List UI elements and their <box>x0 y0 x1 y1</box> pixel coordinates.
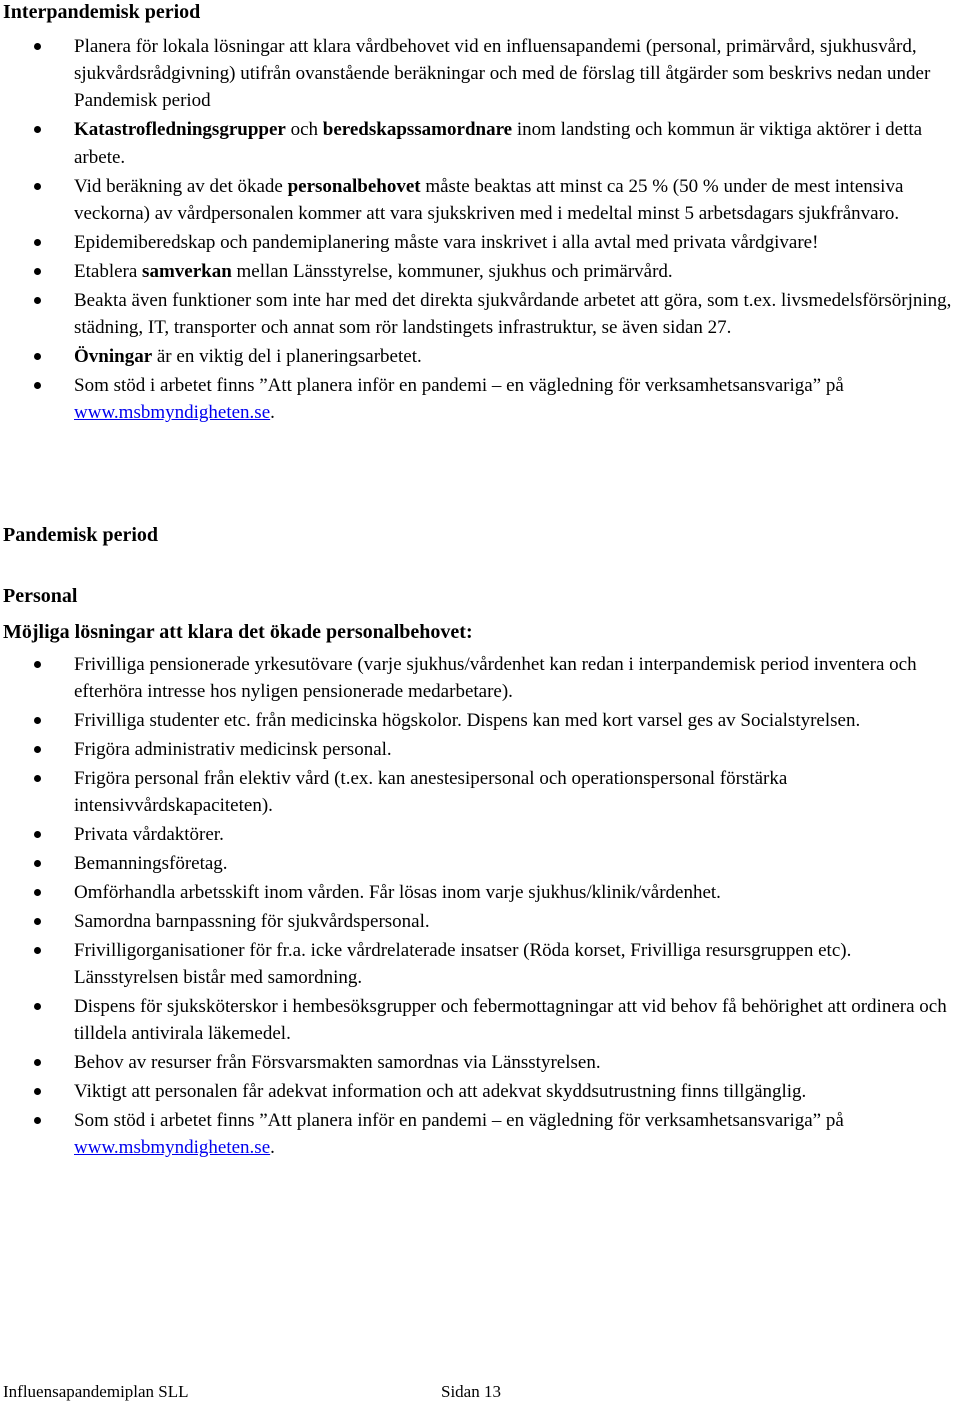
list-item <box>0 908 960 935</box>
bullet-icon <box>34 775 41 782</box>
item-text: mellan Länsstyrelse, kommuner, sjukhus och primärvård. <box>231 260 673 282</box>
msb-link[interactable]: www.msbmyndigheten.se <box>74 402 271 424</box>
subheading-personal: Personal <box>3 585 78 607</box>
list-item <box>0 173 960 227</box>
footer-document-title: Influensapandemiplan SLL <box>3 1382 189 1401</box>
list-item <box>0 736 960 763</box>
list-item <box>0 1078 960 1105</box>
list-item <box>0 1107 960 1161</box>
bullet-icon <box>34 353 41 360</box>
list-item <box>0 879 960 906</box>
item-text: Vid beräkning av det ökade <box>74 175 288 197</box>
item-bold-text: Katastrofledningsgrupper <box>74 119 286 141</box>
bullet-icon <box>34 918 41 925</box>
footer-page-number: Sidan 13 <box>441 1382 501 1401</box>
list-item <box>0 765 960 819</box>
list-item <box>0 372 960 426</box>
bullet-icon <box>34 183 41 190</box>
bullet-icon <box>34 831 41 838</box>
list-item <box>0 707 960 734</box>
item-text: Dispens för sjuksköterskor i hembesöksgrupper och febermottagningar att vid behov få behörighet att ordinera och tilldela antivirala läkemedel. <box>74 995 947 1044</box>
item-text: Etablera <box>74 260 143 282</box>
list-item <box>0 258 960 285</box>
bullet-icon <box>34 1088 41 1095</box>
list-item <box>0 937 960 991</box>
bullet-icon <box>34 661 41 668</box>
item-text: Frivilliga pensionerade yrkesutövare (varje sjukhus/vårdenhet kan redan i interpandemisk period inventera och efterhöra intresse hos nyligen pensionerade medarbetare). <box>74 654 917 703</box>
list-item <box>0 651 960 705</box>
item-text: Frivilliga studenter etc. från medicinska högskolor. Dispens kan med kort varsel ges av Socialstyrelsen. <box>74 710 861 732</box>
item-text: Privata vårdaktörer. <box>74 823 224 845</box>
item-text: Som stöd i arbetet finns ”Att planera inför en pandemi – en vägledning för verksamhetsansvariga” på <box>74 375 844 397</box>
list-item <box>0 229 960 256</box>
item-text: och <box>285 119 323 141</box>
item-text: Epidemiberedskap och pandemiplanering måste vara inskrivet i alla avtal med privata vårdgivare! <box>74 231 819 253</box>
bullet-icon <box>34 43 41 50</box>
bullet-icon <box>34 382 41 389</box>
bullet-icon <box>34 1003 41 1010</box>
bullet-icon <box>34 297 41 304</box>
bullet-icon <box>34 126 41 133</box>
bullet-icon <box>34 268 41 275</box>
bullet-icon <box>34 889 41 896</box>
item-text: Samordna barnpassning för sjukvårdspersonal. <box>74 910 430 932</box>
list-item <box>0 33 960 115</box>
bullet-icon <box>34 947 41 954</box>
list-item <box>0 993 960 1047</box>
item-text: Behov av resurser från Försvarsmakten samordnas via Länsstyrelsen. <box>74 1051 601 1073</box>
item-text: Omförhandla arbetsskift inom vården. Får lösas inom varje sjukhus/klinik/vårdenhet. <box>74 881 721 903</box>
item-text: Frigöra administrativ medicinsk personal. <box>74 738 392 760</box>
bullet-icon <box>34 717 41 724</box>
list-item <box>0 116 960 170</box>
personal-solutions-list <box>0 651 960 1163</box>
item-text: Frigöra personal från elektiv vård (t.ex. kan anestesipersonal och operationspersonal förstärka intensivvårdskapaciteten). <box>74 767 788 817</box>
item-text: Beakta även funktioner som inte har med det direkta sjukvårdande arbetet att göra, som t.ex. livsmedelsförsörjning, städning, IT, transporter och annat som rör landstingets infrastruktur, se även sidan 27. <box>74 289 952 339</box>
msb-link[interactable]: www.msbmyndigheten.se <box>74 1136 271 1158</box>
item-text: Frivilligorganisationer för fr.a. icke vårdrelaterade insatser (Röda korset, Frivilliga resursgruppen etc). Länsstyrelsen bistår med samordning. <box>74 939 852 988</box>
list-item <box>0 821 960 848</box>
bullet-icon <box>34 1117 41 1124</box>
item-text: måste beaktas att minst ca 25 % (50 % under de mest intensiva veckorna) av vårdpersonalen kommer att vara sjukskriven med i medeltal minst 5 arbetsdagars sjukfrånvaro. <box>74 175 904 224</box>
list-item <box>0 850 960 877</box>
item-bold-text: beredskapssamordnare <box>322 119 513 141</box>
interpandemisk-list <box>0 33 960 428</box>
item-text: Bemanningsföretag. <box>74 852 228 874</box>
bullet-icon <box>34 746 41 753</box>
list-item <box>0 1049 960 1076</box>
bullet-icon <box>34 860 41 867</box>
item-text: . <box>270 402 275 424</box>
bullet-icon <box>34 239 41 246</box>
item-bold-text: personalbehovet <box>287 175 421 197</box>
item-text: . <box>270 1136 275 1158</box>
item-text: Viktigt att personalen får adekvat information och att adekvat skyddsutrustning finns tillgänglig. <box>74 1080 807 1102</box>
item-text: Planera för lokala lösningar att klara vårdbehovet vid en influensapandemi (personal, primärvård, sjukhusvård, sjukvårdsrådgivning) utifrån ovanstående beräkningar och med de förslag till åtgärder som beskrivs nedan under Pandemisk period <box>74 36 931 112</box>
section-heading-interpandemisk: Interpandemisk period <box>3 1 201 23</box>
list-item <box>0 287 960 341</box>
bullet-icon <box>34 1059 41 1066</box>
list-item <box>0 343 960 370</box>
item-text: Som stöd i arbetet finns ”Att planera inför en pandemi – en vägledning för verksamhetsansvariga” på <box>74 1109 844 1131</box>
item-bold-text: samverkan <box>142 260 232 282</box>
item-bold-text: Övningar <box>74 346 153 368</box>
item-text: är en viktig del i planeringsarbetet. <box>152 346 422 368</box>
section-heading-pandemisk: Pandemisk period <box>3 524 159 546</box>
intro-text: Möjliga lösningar att klara det ökade personalbehovet: <box>3 621 473 643</box>
item-text: inom landsting och kommun är viktiga aktörer i detta arbete. <box>74 119 923 168</box>
